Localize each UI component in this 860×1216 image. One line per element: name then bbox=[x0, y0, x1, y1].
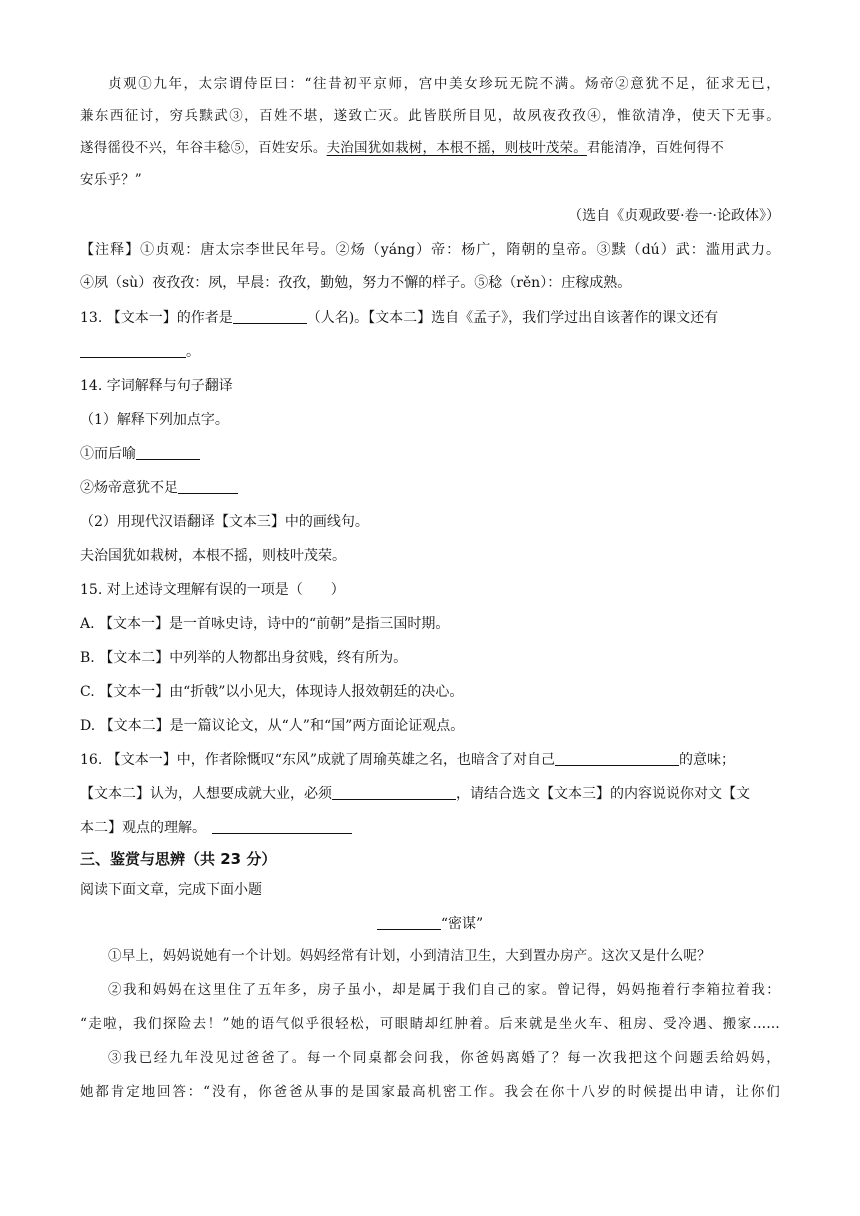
q16-text-3: 【文本二】认为，人想要成就大业，必须 bbox=[80, 786, 332, 802]
dotted-character: 足 bbox=[164, 480, 178, 496]
q16-answer-blank-1[interactable] bbox=[555, 751, 679, 766]
question-13 bbox=[80, 308, 780, 328]
story-paragraph-3-line-2: 她都肯定地回答：“没有，你爸爸从事的是国家最高机密工作。我会在你十八岁的时候提出申请，让你们 bbox=[80, 1084, 780, 1100]
dotted-character: 喻 bbox=[122, 446, 136, 462]
question-13-cont bbox=[80, 342, 780, 362]
q14-answer-blank-1[interactable] bbox=[136, 445, 200, 460]
q15-title: 15. 对上述诗文理解有误的一项是（ ） bbox=[80, 582, 345, 598]
q16-line-1 bbox=[80, 750, 780, 770]
q16-text-4: ，请结合选文【文本三】的内容说说你对文【文 bbox=[456, 786, 750, 802]
notes-line-1: 【注释】①贞观：唐太宗李世民年号。②炀（yáng）帝：杨广，隋朝的皇帝。③黩（dú）武：滥用武力。 bbox=[80, 242, 780, 258]
q14-sentence: 夫治国犹如栽树，本根不摇，则枝叶茂荣。 bbox=[80, 548, 346, 564]
text3-line-4: 安乐乎？” bbox=[80, 172, 142, 188]
q14-sub2: （2）用现代汉语翻译【文本三】中的画线句。 bbox=[80, 514, 369, 530]
q14-item-2-text: ②炀帝意犹不 bbox=[80, 480, 164, 496]
q15-option-d[interactable]: D. 【文本二】是一篇议论文，从“人”和“国”两方面论证观点。 bbox=[80, 718, 465, 734]
q16-text-1: 16. 【文本一】中，作者除慨叹“东风”成就了周瑜英雄之名，也暗含了对自己 bbox=[80, 752, 556, 768]
q14-answer-blank-2[interactable] bbox=[178, 479, 238, 494]
q13-answer-blank-2[interactable] bbox=[80, 343, 186, 358]
q13-text-3: 。 bbox=[186, 344, 200, 360]
article-title bbox=[80, 914, 780, 934]
story-paragraph-1: ①早上，妈妈说她有一个计划。妈妈经常有计划，小到清洁卫生，大到置办房产。这次又是什么呢？ bbox=[108, 948, 711, 964]
title-answer-blank[interactable] bbox=[377, 915, 441, 930]
text3-line-3-end: 君能清净，百姓何得不 bbox=[586, 140, 724, 156]
q14-title: 14. 字词解释与句子翻译 bbox=[80, 378, 233, 394]
q16-answer-blank-2[interactable] bbox=[332, 785, 456, 800]
q15-option-a[interactable]: A. 【文本一】是一首咏史诗，诗中的“前朝”是指三国时期。 bbox=[80, 616, 450, 632]
story-paragraph-2-line-1: ②我和妈妈在这里住了五年多，房子虽小，却是属于我们自己的家。曾记得，妈妈拖着行李箱拉着我： bbox=[108, 982, 780, 998]
q15-option-b[interactable]: B. 【文本二】中列举的人物都出身贫贱，终有所为。 bbox=[80, 650, 408, 666]
text3-source: （选自《贞观政要·卷一·论政体》） bbox=[568, 208, 780, 224]
q13-answer-blank-1[interactable] bbox=[233, 309, 307, 324]
text3-line-3-start: 遂得徭役不兴，年谷丰稔⑤，百姓安乐。 bbox=[80, 140, 327, 156]
text3-line-3 bbox=[80, 138, 780, 158]
q13-text-2: （人名)。【文本二】选自《孟子》，我们学过出自该著作的课文还有 bbox=[306, 310, 719, 326]
q16-text-2: 的意味； bbox=[679, 752, 736, 768]
q14-item-1-text: ①而后 bbox=[80, 446, 122, 462]
q16-text-5: 本二】观点的理解。 bbox=[80, 820, 206, 836]
q16-answer-blank-3[interactable] bbox=[212, 819, 352, 834]
section-3-heading: 三、鉴赏与思辨（共 23 分） bbox=[80, 850, 277, 868]
q16-line-3 bbox=[80, 818, 780, 838]
notes-line-2: ④夙（sù）夜孜孜：夙，早晨：孜孜，勤勉，努力不懈的样子。⑤稔（rěn）：庄稼成熟。 bbox=[80, 275, 632, 291]
underlined-sentence: 夫治国犹如栽树，本根不摇，则枝叶茂荣。 bbox=[326, 140, 587, 156]
q13-text-1: 13. 【文本一】的作者是 bbox=[80, 310, 233, 326]
story-paragraph-3-line-1: ③我已经九年没见过爸爸了。每一个同桌都会问我，你爸妈离婚了？每一次我把这个问题丢给妈妈， bbox=[108, 1050, 780, 1066]
text3-line-1: 贞观①九年，太宗谓侍臣曰：“往昔初平京师，宫中美女珍玩无院不满。炀帝②意犹不足，征求无已， bbox=[108, 76, 780, 92]
q14-sub1: （1）解释下列加点字。 bbox=[80, 412, 229, 428]
article-title-text: “密谋” bbox=[440, 916, 484, 932]
q16-line-2 bbox=[80, 784, 780, 804]
text3-line-2: 兼东西征讨，穷兵黩武③，百姓不堪，遂致亡灭。此皆朕所目见，故夙夜孜孜④，惟欲清净，使天下无事。 bbox=[80, 108, 780, 124]
q14-item-1 bbox=[80, 444, 780, 464]
section-3-instruction: 阅读下面文章，完成下面小题 bbox=[80, 882, 262, 898]
story-paragraph-2-line-2: “走啦，我们探险去！”她的语气似乎很轻松，可眼睛却红肿着。后来就是坐火车、租房、受冷遇、搬家…… bbox=[80, 1016, 780, 1032]
q15-option-c[interactable]: C. 【文本一】由“折戟”以小见大，体现诗人报效朝廷的决心。 bbox=[80, 684, 464, 700]
q14-item-2 bbox=[80, 478, 780, 498]
